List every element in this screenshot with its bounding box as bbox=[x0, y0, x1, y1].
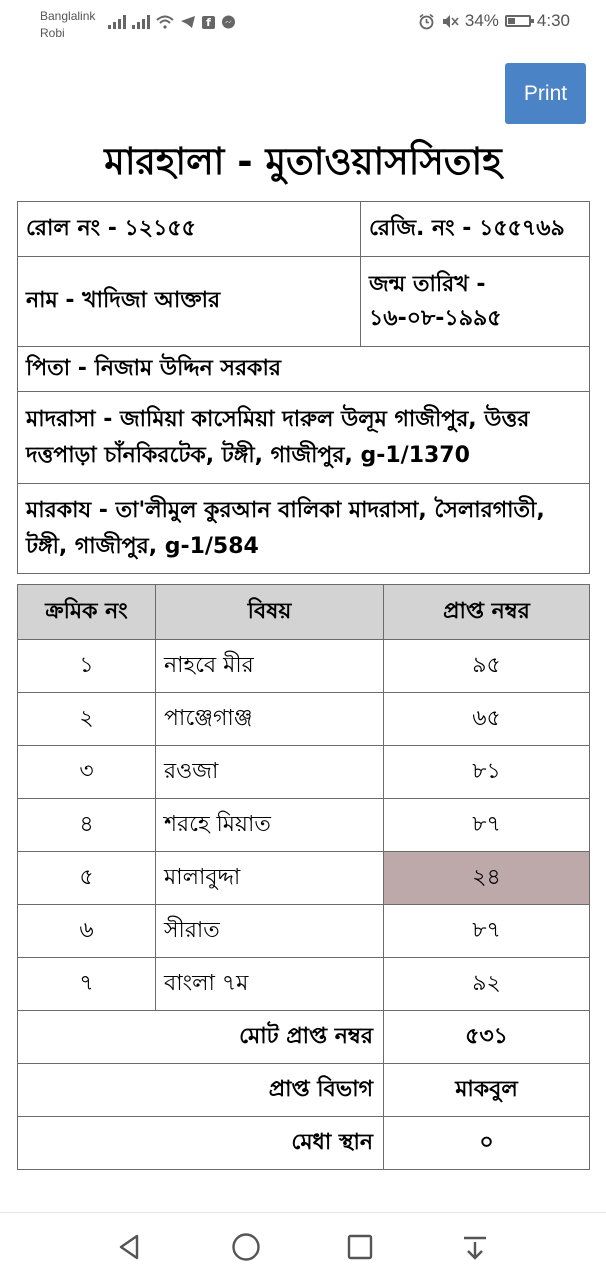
status-bar bbox=[0, 0, 606, 48]
header-marks: প্রাপ্ত নম্বর bbox=[384, 585, 590, 640]
total-row bbox=[18, 1011, 590, 1064]
serial-cell: ১ bbox=[18, 640, 156, 693]
table-row bbox=[18, 640, 590, 693]
recents-icon bbox=[346, 1233, 374, 1261]
alarm-icon bbox=[418, 13, 435, 30]
serial-cell: ৪ bbox=[18, 799, 156, 852]
pull-down-icon bbox=[462, 1233, 488, 1261]
carrier-1: Banglalink bbox=[40, 9, 96, 23]
back-button[interactable] bbox=[110, 1227, 150, 1267]
division-row bbox=[18, 1064, 590, 1117]
notification-pull-button[interactable] bbox=[455, 1227, 495, 1267]
table-row bbox=[18, 905, 590, 958]
back-icon bbox=[116, 1233, 144, 1261]
signal-icon bbox=[108, 15, 126, 29]
total-value: ৫৩১ bbox=[384, 1011, 590, 1064]
total-label: মোট প্রাপ্ত নম্বর bbox=[18, 1011, 384, 1064]
subject-cell: পাঞ্জেগাঞ্জ bbox=[156, 693, 384, 746]
student-name: নাম - খাদিজা আক্তার bbox=[18, 257, 361, 347]
messenger-icon bbox=[221, 15, 236, 30]
carrier-2: Robi bbox=[40, 26, 65, 40]
marks-table bbox=[17, 584, 590, 1170]
merit-row bbox=[18, 1117, 590, 1170]
header-subject: বিষয় bbox=[156, 585, 384, 640]
subject-cell: সীরাত bbox=[156, 905, 384, 958]
home-icon bbox=[231, 1232, 261, 1262]
madrasa-name: মাদরাসা - জামিয়া কাসেমিয়া দারুল উলূম গাজীপুর, উত্তর দত্তপাড়া চাঁনকিরটেক, টঙ্গী, গাজীপুর, g-1/1370 bbox=[18, 392, 590, 484]
status-icons-left bbox=[108, 14, 236, 30]
battery-percent: 34% bbox=[464, 11, 499, 30]
header-serial: ক্রমিক নং bbox=[18, 585, 156, 640]
home-button[interactable] bbox=[226, 1227, 266, 1267]
table-row bbox=[18, 958, 590, 1011]
table-row bbox=[18, 852, 590, 905]
division-value: মাকবুল bbox=[384, 1064, 590, 1117]
marks-cell: ৮৭ bbox=[384, 799, 590, 852]
marks-cell: ৯৫ bbox=[384, 640, 590, 693]
navigation-bar bbox=[0, 1212, 606, 1281]
mute-icon bbox=[441, 13, 459, 30]
subject-cell: রওজা bbox=[156, 746, 384, 799]
date-of-birth: জন্ম তারিখ - ১৬-০৮-১৯৯৫ bbox=[361, 257, 590, 347]
serial-cell: ৬ bbox=[18, 905, 156, 958]
table-row bbox=[18, 799, 590, 852]
signal-icon bbox=[132, 15, 150, 29]
student-info-table bbox=[17, 201, 590, 574]
subject-cell: শরহে মিয়াত bbox=[156, 799, 384, 852]
battery-level bbox=[508, 18, 515, 24]
marks-cell-failed: ২৪ bbox=[384, 852, 590, 905]
facebook-icon: f bbox=[202, 16, 215, 29]
print-button[interactable]: Print bbox=[505, 63, 586, 124]
markaz-name: মারকায - তা'লীমুল কুরআন বালিকা মাদরাসা, সৈলারগাতী, টঙ্গী, গাজীপুর, g-1/584 bbox=[18, 484, 590, 574]
father-name: পিতা - নিজাম উদ্দিন সরকার bbox=[18, 347, 590, 392]
battery-icon bbox=[505, 15, 531, 27]
recents-button[interactable] bbox=[340, 1227, 380, 1267]
carrier-names bbox=[40, 8, 95, 42]
roll-number: রোল নং - ১২১৫৫ bbox=[18, 202, 361, 257]
registration-number: রেজি. নং - ১৫৫৭৬৯ bbox=[361, 202, 590, 257]
telegram-icon bbox=[180, 15, 196, 29]
wifi-icon bbox=[156, 15, 174, 29]
serial-cell: ২ bbox=[18, 693, 156, 746]
division-label: প্রাপ্ত বিভাগ bbox=[18, 1064, 384, 1117]
status-icons-right bbox=[418, 11, 570, 31]
table-row bbox=[18, 693, 590, 746]
merit-value: ০ bbox=[384, 1117, 590, 1170]
serial-cell: ৫ bbox=[18, 852, 156, 905]
marks-cell: ৯২ bbox=[384, 958, 590, 1011]
subject-cell: নাহবে মীর bbox=[156, 640, 384, 693]
page-title: মারহালা - মুতাওয়াসসিতাহ bbox=[104, 140, 502, 183]
marks-cell: ৮১ bbox=[384, 746, 590, 799]
marks-cell: ৬৫ bbox=[384, 693, 590, 746]
serial-cell: ৭ bbox=[18, 958, 156, 1011]
table-row bbox=[18, 746, 590, 799]
clock: 4:30 bbox=[536, 11, 570, 30]
marks-cell: ৮৭ bbox=[384, 905, 590, 958]
merit-label: মেধা স্থান bbox=[18, 1117, 384, 1170]
serial-cell: ৩ bbox=[18, 746, 156, 799]
subject-cell: বাংলা ৭ম bbox=[156, 958, 384, 1011]
subject-cell: মালাবুদ্দা bbox=[156, 852, 384, 905]
